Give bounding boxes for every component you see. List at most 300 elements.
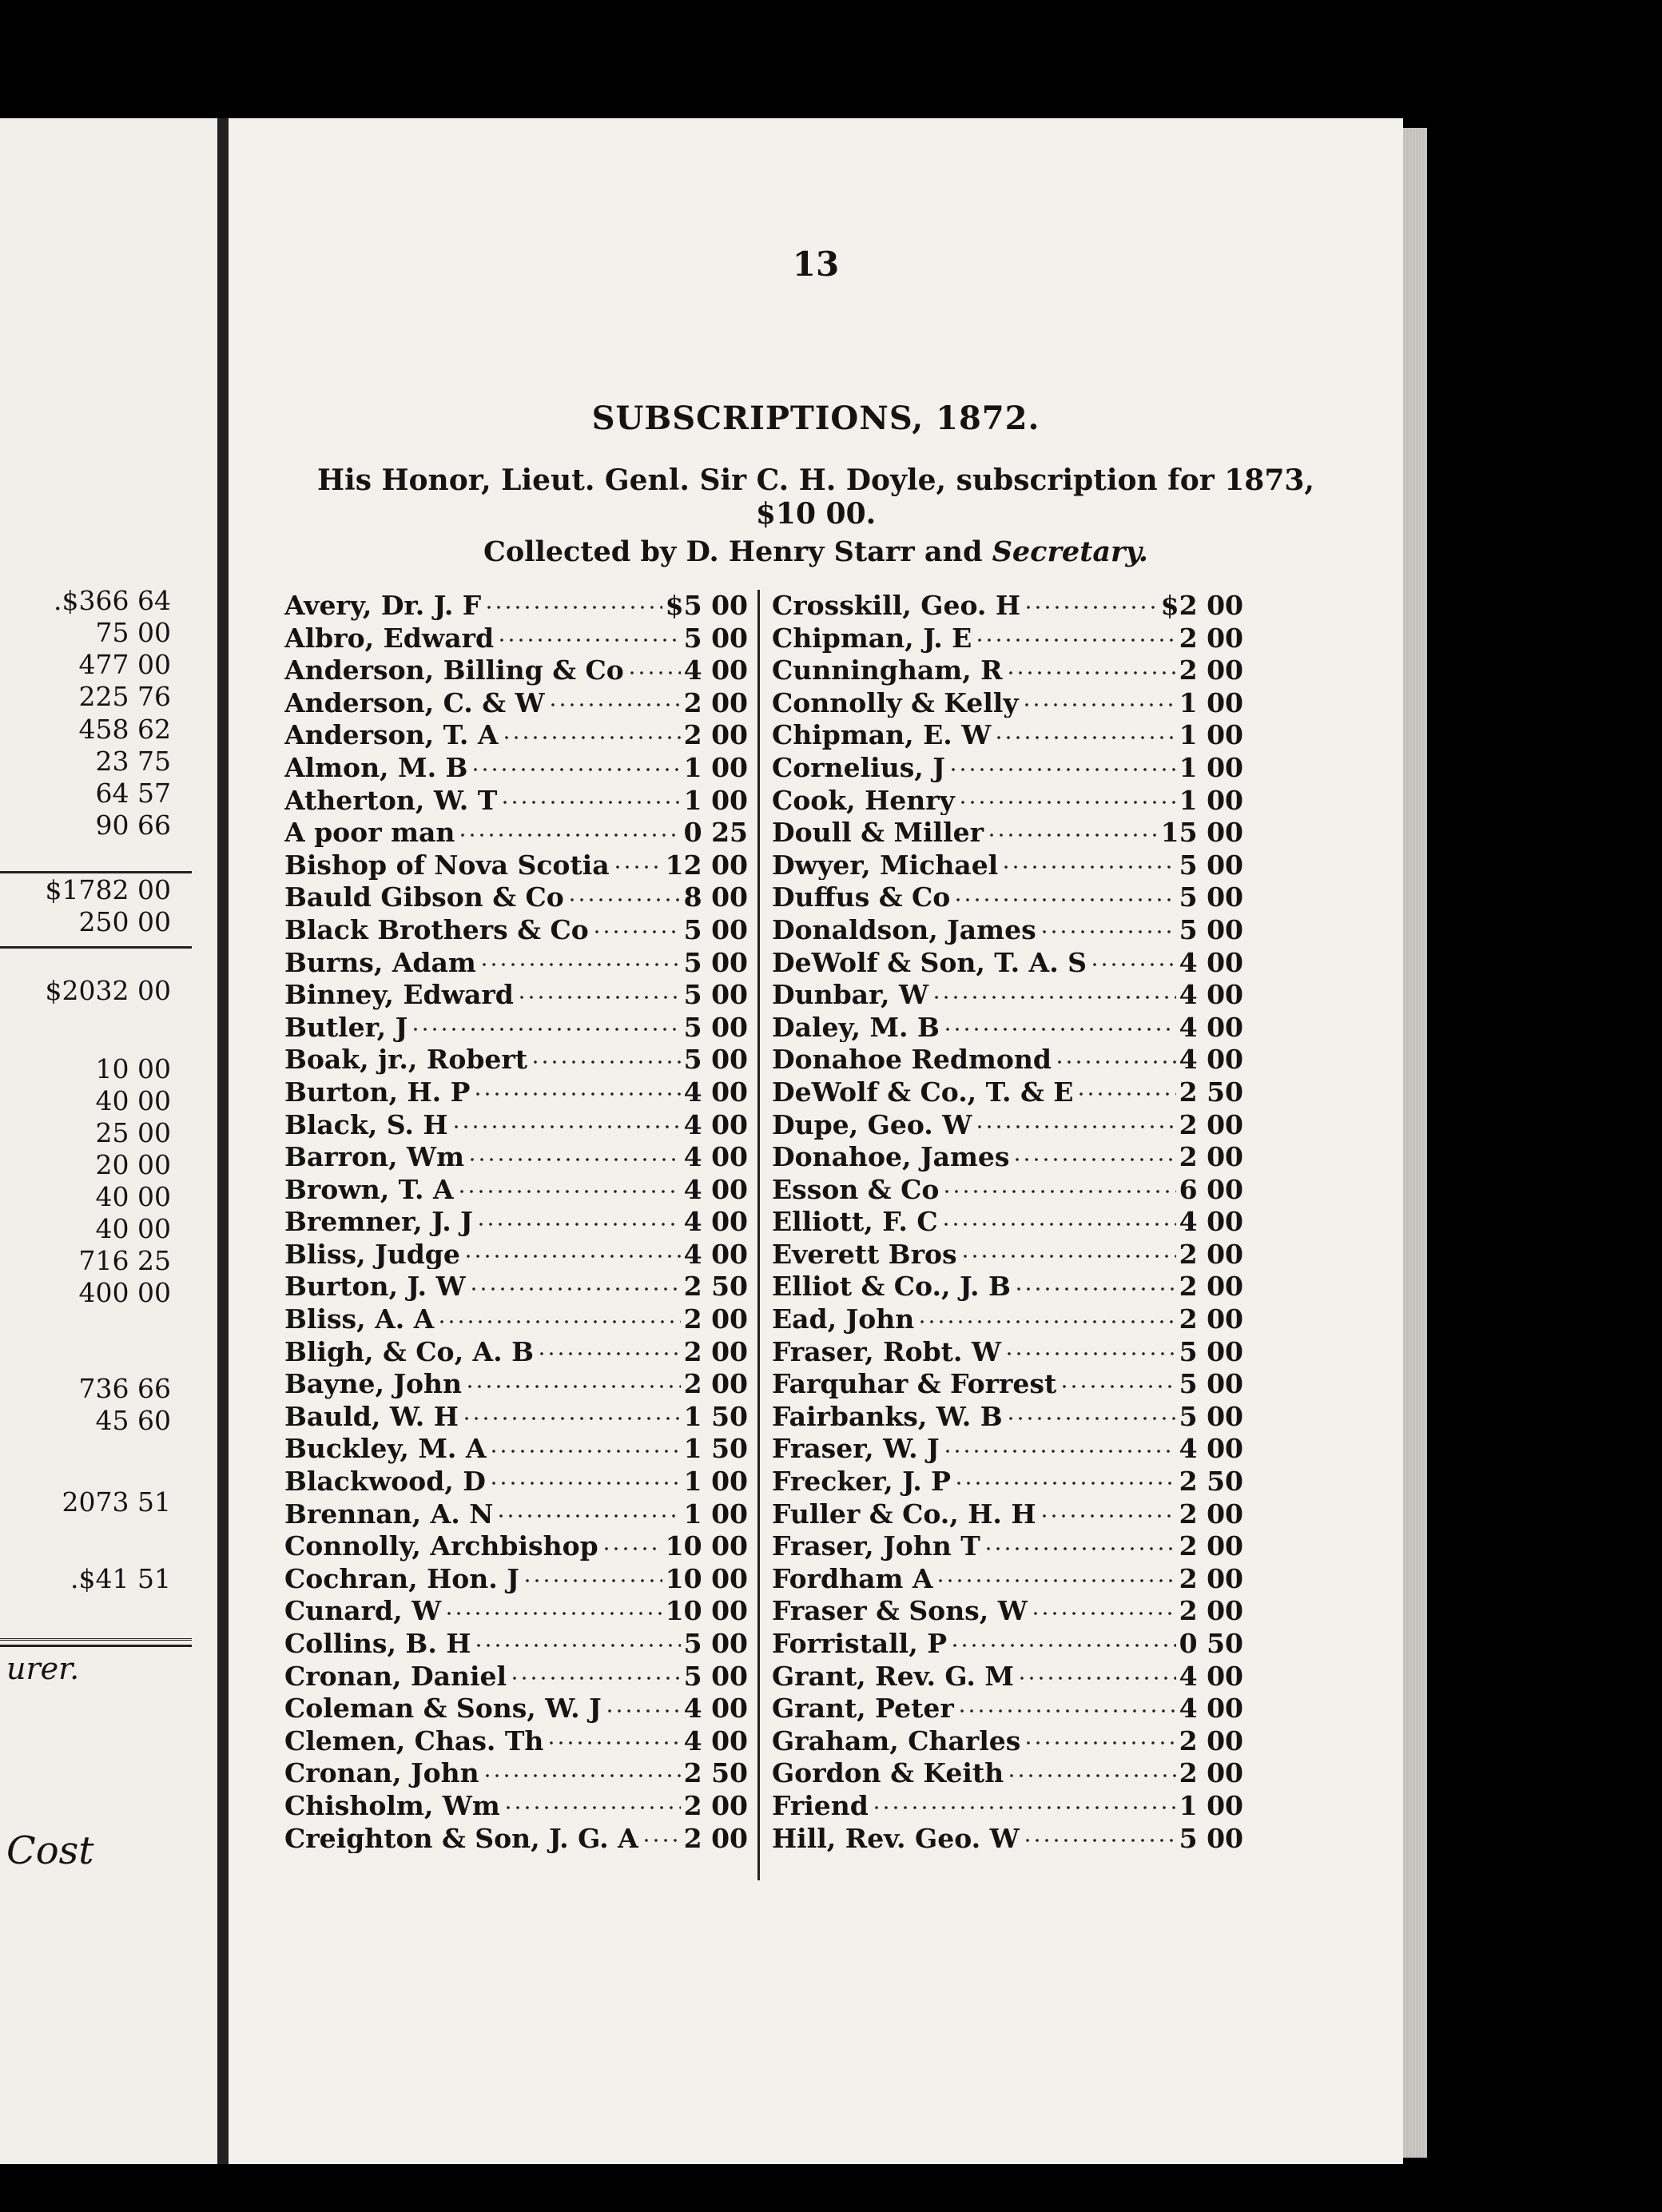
subscription-entry [772, 1626, 1243, 1659]
subscriber-name: Duffus & Co [772, 881, 951, 913]
leader-dots [483, 1756, 681, 1782]
leader-dots [958, 783, 1176, 810]
subscription-amount: 2 00 [1179, 1303, 1243, 1335]
leader-dots [537, 1335, 681, 1361]
leader-dots [943, 1431, 1176, 1458]
subscription-amount: 4 00 [683, 654, 748, 686]
subscription-entry [284, 1626, 748, 1659]
leader-dots [1022, 686, 1176, 712]
subscriber-name: Dupe, Geo. W [772, 1108, 972, 1140]
subscriber-name: Everett Bros [772, 1238, 957, 1270]
subscription-amount: 2 50 [683, 1757, 748, 1788]
leader-dots [471, 750, 680, 777]
leader-dots [1023, 1821, 1176, 1848]
left-rule-1 [0, 871, 192, 873]
leader-dots [975, 1108, 1175, 1134]
leader-dots [502, 718, 681, 744]
subscription-amount: 2 00 [683, 1303, 748, 1335]
leader-dots [941, 1204, 1176, 1231]
subscription-amount: 2 50 [1179, 1466, 1243, 1497]
subscription-entry [284, 913, 748, 945]
subscription-entry [284, 1431, 748, 1464]
leader-dots [547, 1724, 680, 1750]
subscription-amount: 2 00 [1179, 1271, 1243, 1303]
subscription-amount: 2 50 [1179, 1076, 1243, 1108]
subscription-amount: 2 00 [683, 1368, 748, 1399]
left-rule-2 [0, 946, 192, 949]
subscription-amount: 6 00 [1179, 1173, 1243, 1205]
subscriber-name: Cunard, W [284, 1595, 442, 1626]
left-page-amount: .$366 64 [54, 585, 171, 616]
subscription-amount: 5 00 [1179, 1335, 1243, 1367]
left-page-amount: 10 00 [95, 1053, 171, 1084]
subscriber-name: Elliot & Co., J. B [772, 1271, 1011, 1303]
subscription-entry [772, 621, 1243, 654]
subscriber-name: Connolly, Archbishop [284, 1530, 598, 1562]
subscription-amount: 1 00 [1179, 1789, 1243, 1821]
subscriber-name: Bliss, Judge [284, 1238, 460, 1270]
subscription-amount: 4 00 [683, 1173, 748, 1205]
leader-dots [975, 621, 1175, 647]
subscription-amount: 10 00 [665, 1562, 748, 1594]
leader-dots [1006, 1399, 1176, 1426]
subscription-amount: 4 00 [1179, 1011, 1243, 1043]
subscription-amount: 5 00 [1179, 1822, 1243, 1854]
leader-dots [1007, 1756, 1175, 1782]
subscription-entry [772, 783, 1243, 816]
subscriber-name: Bauld, W. H [284, 1400, 459, 1432]
collected-by-text: Collected by D. Henry Starr and [483, 535, 983, 568]
subscription-entry [772, 1529, 1243, 1562]
leader-dots [510, 1659, 681, 1685]
subscriber-name: Bayne, John [284, 1368, 463, 1399]
subscription-entry [772, 1497, 1243, 1530]
leader-dots [1012, 1140, 1175, 1166]
subscription-entry [284, 1042, 748, 1075]
page-number: 13 [792, 245, 840, 284]
subscriber-name: Esson & Co [772, 1173, 940, 1205]
subscription-amount: 2 00 [1179, 1595, 1243, 1626]
subscriber-name: Frecker, J. P [772, 1466, 951, 1497]
leader-dots [465, 1367, 681, 1393]
subscription-entry [772, 977, 1243, 1010]
subscriber-name: DeWolf & Son, T. A. S [772, 946, 1087, 978]
subscription-amount: 4 00 [683, 1076, 748, 1108]
subscriber-name: Donaldson, James [772, 913, 1036, 945]
subscriber-name: Almon, M. B [284, 751, 468, 783]
leader-dots [457, 1172, 681, 1199]
subscriber-name: Black Brothers & Co [284, 913, 589, 945]
subscription-entry [284, 1756, 748, 1788]
leader-dots [627, 653, 681, 679]
page-title: SUBSCRIPTIONS, 1872. [591, 400, 1040, 437]
subscriber-name: Dunbar, W [772, 979, 929, 1010]
subscription-entry [772, 1821, 1243, 1854]
subscription-entry [284, 1399, 748, 1432]
subscription-amount: 5 00 [683, 1660, 748, 1692]
subscriber-name: Cronan, John [284, 1757, 479, 1788]
left-page-amount: 477 00 [78, 649, 171, 680]
subscription-amount: 2 00 [683, 1822, 748, 1854]
leader-dots [567, 880, 681, 906]
subscriber-name: Burton, J. W [284, 1271, 466, 1303]
subscriber-name: Donahoe Redmond [772, 1044, 1052, 1075]
subscription-amount: 4 00 [1179, 1044, 1243, 1075]
subscriber-name: Anderson, Billing & Co [284, 654, 624, 686]
subscriber-name: Atherton, W. T [284, 784, 498, 816]
leader-dots [953, 880, 1175, 906]
leader-dots [613, 848, 662, 874]
subscription-entry [284, 880, 748, 913]
subscription-entry [772, 686, 1243, 718]
subscription-amount: 4 00 [683, 1693, 748, 1724]
honor-line-2: $10 00. [755, 497, 877, 531]
subscription-entry [284, 621, 748, 654]
collected-by-secretary: Secretary. [992, 535, 1148, 568]
subscription-amount: 10 00 [665, 1595, 748, 1626]
leader-dots [437, 1302, 680, 1328]
subscription-entry [772, 718, 1243, 750]
subscription-amount: 4 00 [683, 1141, 748, 1172]
subscription-entry [772, 1172, 1243, 1205]
subscription-amount: 4 00 [1179, 946, 1243, 978]
leader-dots [1040, 913, 1176, 939]
subscription-entry [284, 1497, 748, 1530]
left-page-amount: 458 62 [78, 714, 171, 745]
leader-dots [500, 783, 680, 810]
subscription-entry [772, 653, 1243, 686]
subscriber-name: Grant, Rev. G. M [772, 1660, 1014, 1692]
leader-dots [548, 686, 681, 712]
leader-dots [467, 1140, 681, 1166]
subscription-entry [284, 783, 748, 816]
subscription-amount: 4 00 [1179, 1433, 1243, 1465]
leader-dots [1055, 1042, 1176, 1068]
leader-dots [1017, 1659, 1176, 1685]
subscription-entry [284, 750, 748, 783]
subscriber-name: Fuller & Co., H. H [772, 1498, 1036, 1530]
column-divider [757, 590, 760, 1880]
leader-dots [932, 977, 1176, 1004]
subscription-amount: 10 00 [665, 1530, 748, 1562]
subscription-entry [772, 1691, 1243, 1724]
subscription-amount: 2 00 [1179, 1725, 1243, 1756]
subscription-amount: 5 00 [1179, 1368, 1243, 1399]
subscription-amount: 4 00 [683, 1725, 748, 1756]
subscription-amount: 1 00 [1179, 751, 1243, 783]
leader-dots [517, 977, 681, 1004]
left-page-amount: 40 00 [95, 1085, 171, 1116]
subscription-amount: 2 00 [1179, 1757, 1243, 1788]
left-page-amount: 75 00 [95, 617, 171, 648]
subscription-entry [772, 815, 1243, 848]
subscriber-name: Fordham A [772, 1562, 933, 1594]
leader-dots [497, 621, 681, 647]
leader-dots [957, 1691, 1176, 1717]
leader-dots [1076, 1075, 1175, 1101]
subscription-entry [284, 1269, 748, 1302]
subscriber-name: Grant, Peter [772, 1693, 954, 1724]
subscription-entry [772, 1756, 1243, 1788]
leader-dots [960, 1237, 1176, 1263]
leader-dots [469, 1269, 681, 1295]
subscription-entry [772, 1269, 1243, 1302]
left-page-amount: 736 66 [78, 1373, 171, 1404]
leader-dots [642, 1821, 681, 1848]
leader-dots [473, 1075, 680, 1101]
subscription-amount: 2 00 [1179, 622, 1243, 654]
subscription-entry [284, 1659, 748, 1692]
subscriber-name: Cronan, Daniel [284, 1660, 507, 1692]
subscriber-name: Fraser & Sons, W [772, 1595, 1028, 1626]
subscription-amount: 4 00 [1179, 1206, 1243, 1237]
subscriber-name: Black, S. H [284, 1108, 448, 1140]
subscription-entry [772, 1659, 1243, 1692]
subscription-amount: 1 00 [683, 1466, 748, 1497]
leader-dots [1006, 653, 1176, 679]
subscription-amount: 5 00 [683, 979, 748, 1010]
subscriber-name: Anderson, T. A [284, 719, 499, 750]
subscriber-name: Cornelius, J [772, 751, 945, 783]
left-page-amount: 64 57 [95, 778, 171, 809]
leader-dots [489, 1431, 680, 1458]
subscription-amount: 1 00 [1179, 686, 1243, 718]
left-page-fragment [0, 118, 221, 2164]
subscription-entry [772, 1075, 1243, 1108]
subscription-entry [772, 1367, 1243, 1399]
book-spine [217, 118, 229, 2164]
subscription-amount: 1 50 [683, 1400, 748, 1432]
leader-dots [1004, 1335, 1176, 1361]
leader-dots [917, 1302, 1175, 1328]
left-rule-3 [0, 1638, 192, 1647]
subscription-amount: 4 00 [1179, 1693, 1243, 1724]
subscriber-name: Buckley, M. A [284, 1433, 487, 1465]
subscriber-name: Fraser, W. J [772, 1433, 940, 1465]
subscription-amount: 5 00 [1179, 913, 1243, 945]
subscription-entry [284, 718, 748, 750]
subscription-entry [284, 1237, 748, 1270]
subscriber-name: Farquhar & Forrest [772, 1368, 1057, 1399]
subscription-entry [284, 1724, 748, 1756]
subscriber-name: Doull & Miller [772, 817, 984, 848]
subscription-entry [284, 815, 748, 848]
subscriber-name: Fraser, Robt. W [772, 1335, 1001, 1367]
subscription-amount: 4 00 [683, 1238, 748, 1270]
leader-dots [872, 1788, 1176, 1815]
subscriber-name: Blackwood, D [284, 1466, 486, 1497]
honor-line-1: His Honor, Lieut. Genl. Sir C. H. Doyle, subscription for 1873, [317, 463, 1314, 497]
leader-dots [987, 815, 1158, 841]
subscriber-name: Brown, T. A [284, 1173, 454, 1205]
subscription-entry [772, 1237, 1243, 1270]
leader-dots [994, 718, 1175, 744]
subscription-entry [284, 1108, 748, 1140]
subscription-entry [284, 1529, 748, 1562]
leader-dots [1031, 1593, 1176, 1620]
leader-dots [1001, 848, 1175, 874]
subscription-entry [772, 1010, 1243, 1043]
subscription-amount: 2 00 [1179, 1141, 1243, 1172]
subscription-entry [772, 1042, 1243, 1075]
subscriber-name: Cochran, Hon. J [284, 1562, 519, 1594]
subscriber-name: Daley, M. B [772, 1011, 940, 1043]
subscription-entry [284, 686, 748, 718]
subscription-amount: 5 00 [683, 946, 748, 978]
subscriber-name: Creighton & Son, J. G. A [284, 1822, 638, 1854]
leader-dots [943, 1010, 1176, 1036]
leader-dots [605, 1691, 681, 1717]
left-page-amount: 90 66 [95, 810, 171, 841]
subscription-amount: 5 00 [1179, 1400, 1243, 1432]
subscription-amount: 2 00 [683, 686, 748, 718]
subscription-amount: 1 00 [683, 1498, 748, 1530]
subscription-amount: 2 50 [683, 1271, 748, 1303]
subscription-entry [284, 1367, 748, 1399]
subscriptions-left-column [284, 588, 748, 1853]
leader-dots [484, 588, 662, 615]
subscription-amount: 5 00 [683, 1628, 748, 1659]
collected-by-line [229, 535, 1403, 568]
left-page-amount: 2073 51 [62, 1486, 171, 1518]
subscriber-name: Anderson, C. & W [284, 686, 545, 718]
subscription-amount: 0 25 [683, 817, 748, 848]
subscription-amount: 4 00 [683, 1206, 748, 1237]
subscriber-name: Bliss, A. A [284, 1303, 435, 1335]
subscription-entry [772, 1108, 1243, 1140]
subscription-amount: 1 00 [1179, 719, 1243, 750]
leader-dots [592, 913, 681, 939]
subscription-entry [772, 1431, 1243, 1464]
subscription-amount: 5 00 [683, 1044, 748, 1075]
subscriber-name: Avery, Dr. J. F [284, 590, 482, 621]
subscription-entry [284, 1562, 748, 1594]
leader-dots [476, 1204, 681, 1231]
subscription-amount: 1 00 [683, 784, 748, 816]
subscriber-name: Ead, John [772, 1303, 915, 1335]
subscriber-name: Cook, Henry [772, 784, 955, 816]
subscription-amount: 15 00 [1160, 817, 1243, 848]
subscription-entry [284, 1464, 748, 1497]
leader-dots [950, 1626, 1176, 1653]
left-page-amount: 45 60 [95, 1405, 171, 1436]
leader-dots [463, 1237, 681, 1263]
subscriber-name: Graham, Charles [772, 1725, 1021, 1756]
subscription-entry [284, 1172, 748, 1205]
leader-dots [458, 815, 680, 841]
subscription-entry [772, 1724, 1243, 1756]
honor-subscription [229, 463, 1403, 531]
left-page-amount: 250 00 [78, 906, 171, 937]
subscription-entry [284, 848, 748, 881]
subscriber-name: Friend [772, 1789, 869, 1821]
left-fragment-cost: Cost [6, 1828, 94, 1873]
subscriber-name: Crosskill, Geo. H [772, 590, 1021, 621]
leader-dots [936, 1562, 1175, 1588]
subscription-entry [284, 1335, 748, 1367]
left-page-amount: 25 00 [95, 1117, 171, 1148]
subscriber-name: A poor man [284, 817, 455, 848]
left-page-amount: 23 75 [95, 746, 171, 777]
subscription-amount: 2 00 [683, 1789, 748, 1821]
subscriptions-right-column [772, 588, 1243, 1853]
subscriber-name: Fairbanks, W. B [772, 1400, 1003, 1432]
left-page-amount: 40 00 [95, 1181, 171, 1212]
subscription-amount: 5 00 [1179, 881, 1243, 913]
subscription-entry [772, 1302, 1243, 1335]
subscription-amount: 4 00 [1179, 979, 1243, 1010]
leader-dots [1090, 945, 1176, 972]
leader-dots [954, 1464, 1176, 1490]
leader-dots [462, 1399, 681, 1426]
subscription-entry [772, 880, 1243, 913]
subscriber-name: Binney, Edward [284, 979, 514, 1010]
subscriber-name: Bligh, & Co, A. B [284, 1335, 535, 1367]
left-page-amount: .$41 51 [70, 1563, 171, 1594]
subscription-entry [772, 1593, 1243, 1626]
subscription-entry [284, 653, 748, 686]
subscription-entry [772, 848, 1243, 881]
leader-dots [602, 1529, 662, 1555]
subscription-entry [284, 588, 748, 621]
leader-dots [411, 1010, 680, 1036]
subscriber-name: Boak, jr., Robert [284, 1044, 528, 1075]
subscription-amount: $5 00 [665, 590, 748, 621]
subscription-entry [284, 1302, 748, 1335]
subscription-amount: 4 00 [683, 1108, 748, 1140]
subscription-entry [284, 945, 748, 978]
subscriber-name: Brennan, A. N [284, 1498, 494, 1530]
subscription-amount: 5 00 [683, 913, 748, 945]
leader-dots [1014, 1269, 1176, 1295]
subscriber-name: Chisholm, Wm [284, 1789, 500, 1821]
subscriber-name: Connolly & Kelly [772, 686, 1019, 718]
subscription-amount: 2 00 [1179, 1530, 1243, 1562]
subscription-entry [772, 1204, 1243, 1237]
subscription-entry [284, 1821, 748, 1854]
subscription-entry [284, 1204, 748, 1237]
subscriber-name: Donahoe, James [772, 1141, 1010, 1172]
subscriber-name: Butler, J [284, 1011, 408, 1043]
leader-dots [503, 1788, 681, 1815]
subscription-amount: 4 00 [1179, 1660, 1243, 1692]
subscription-amount: 1 00 [683, 751, 748, 783]
subscription-amount: 5 00 [1179, 849, 1243, 881]
left-page-amount: 40 00 [95, 1213, 171, 1244]
subscription-entry [772, 1399, 1243, 1432]
subscriber-name: Chipman, E. W [772, 719, 992, 750]
subscription-entry [284, 977, 748, 1010]
leader-dots [1040, 1497, 1176, 1523]
leader-dots [1024, 1724, 1175, 1750]
subscription-amount: 8 00 [683, 881, 748, 913]
subscription-entry [772, 913, 1243, 945]
leader-dots [451, 1108, 681, 1134]
leader-dots [948, 750, 1176, 777]
subscriber-name: Dwyer, Michael [772, 849, 999, 881]
leader-dots [489, 1464, 681, 1490]
subscription-entry [772, 1335, 1243, 1367]
left-page-amount: 225 76 [78, 681, 171, 712]
subscriber-name: Fraser, John T [772, 1530, 980, 1562]
subscriber-name: Bauld Gibson & Co [284, 881, 564, 913]
subscriber-name: Forristall, P [772, 1628, 948, 1659]
subscription-entry [772, 588, 1243, 621]
subscription-entry [772, 1562, 1243, 1594]
subscription-amount: 2 00 [1179, 1562, 1243, 1594]
subscriber-name: Cunningham, R [772, 654, 1003, 686]
subscriber-name: Burton, H. P [284, 1076, 471, 1108]
